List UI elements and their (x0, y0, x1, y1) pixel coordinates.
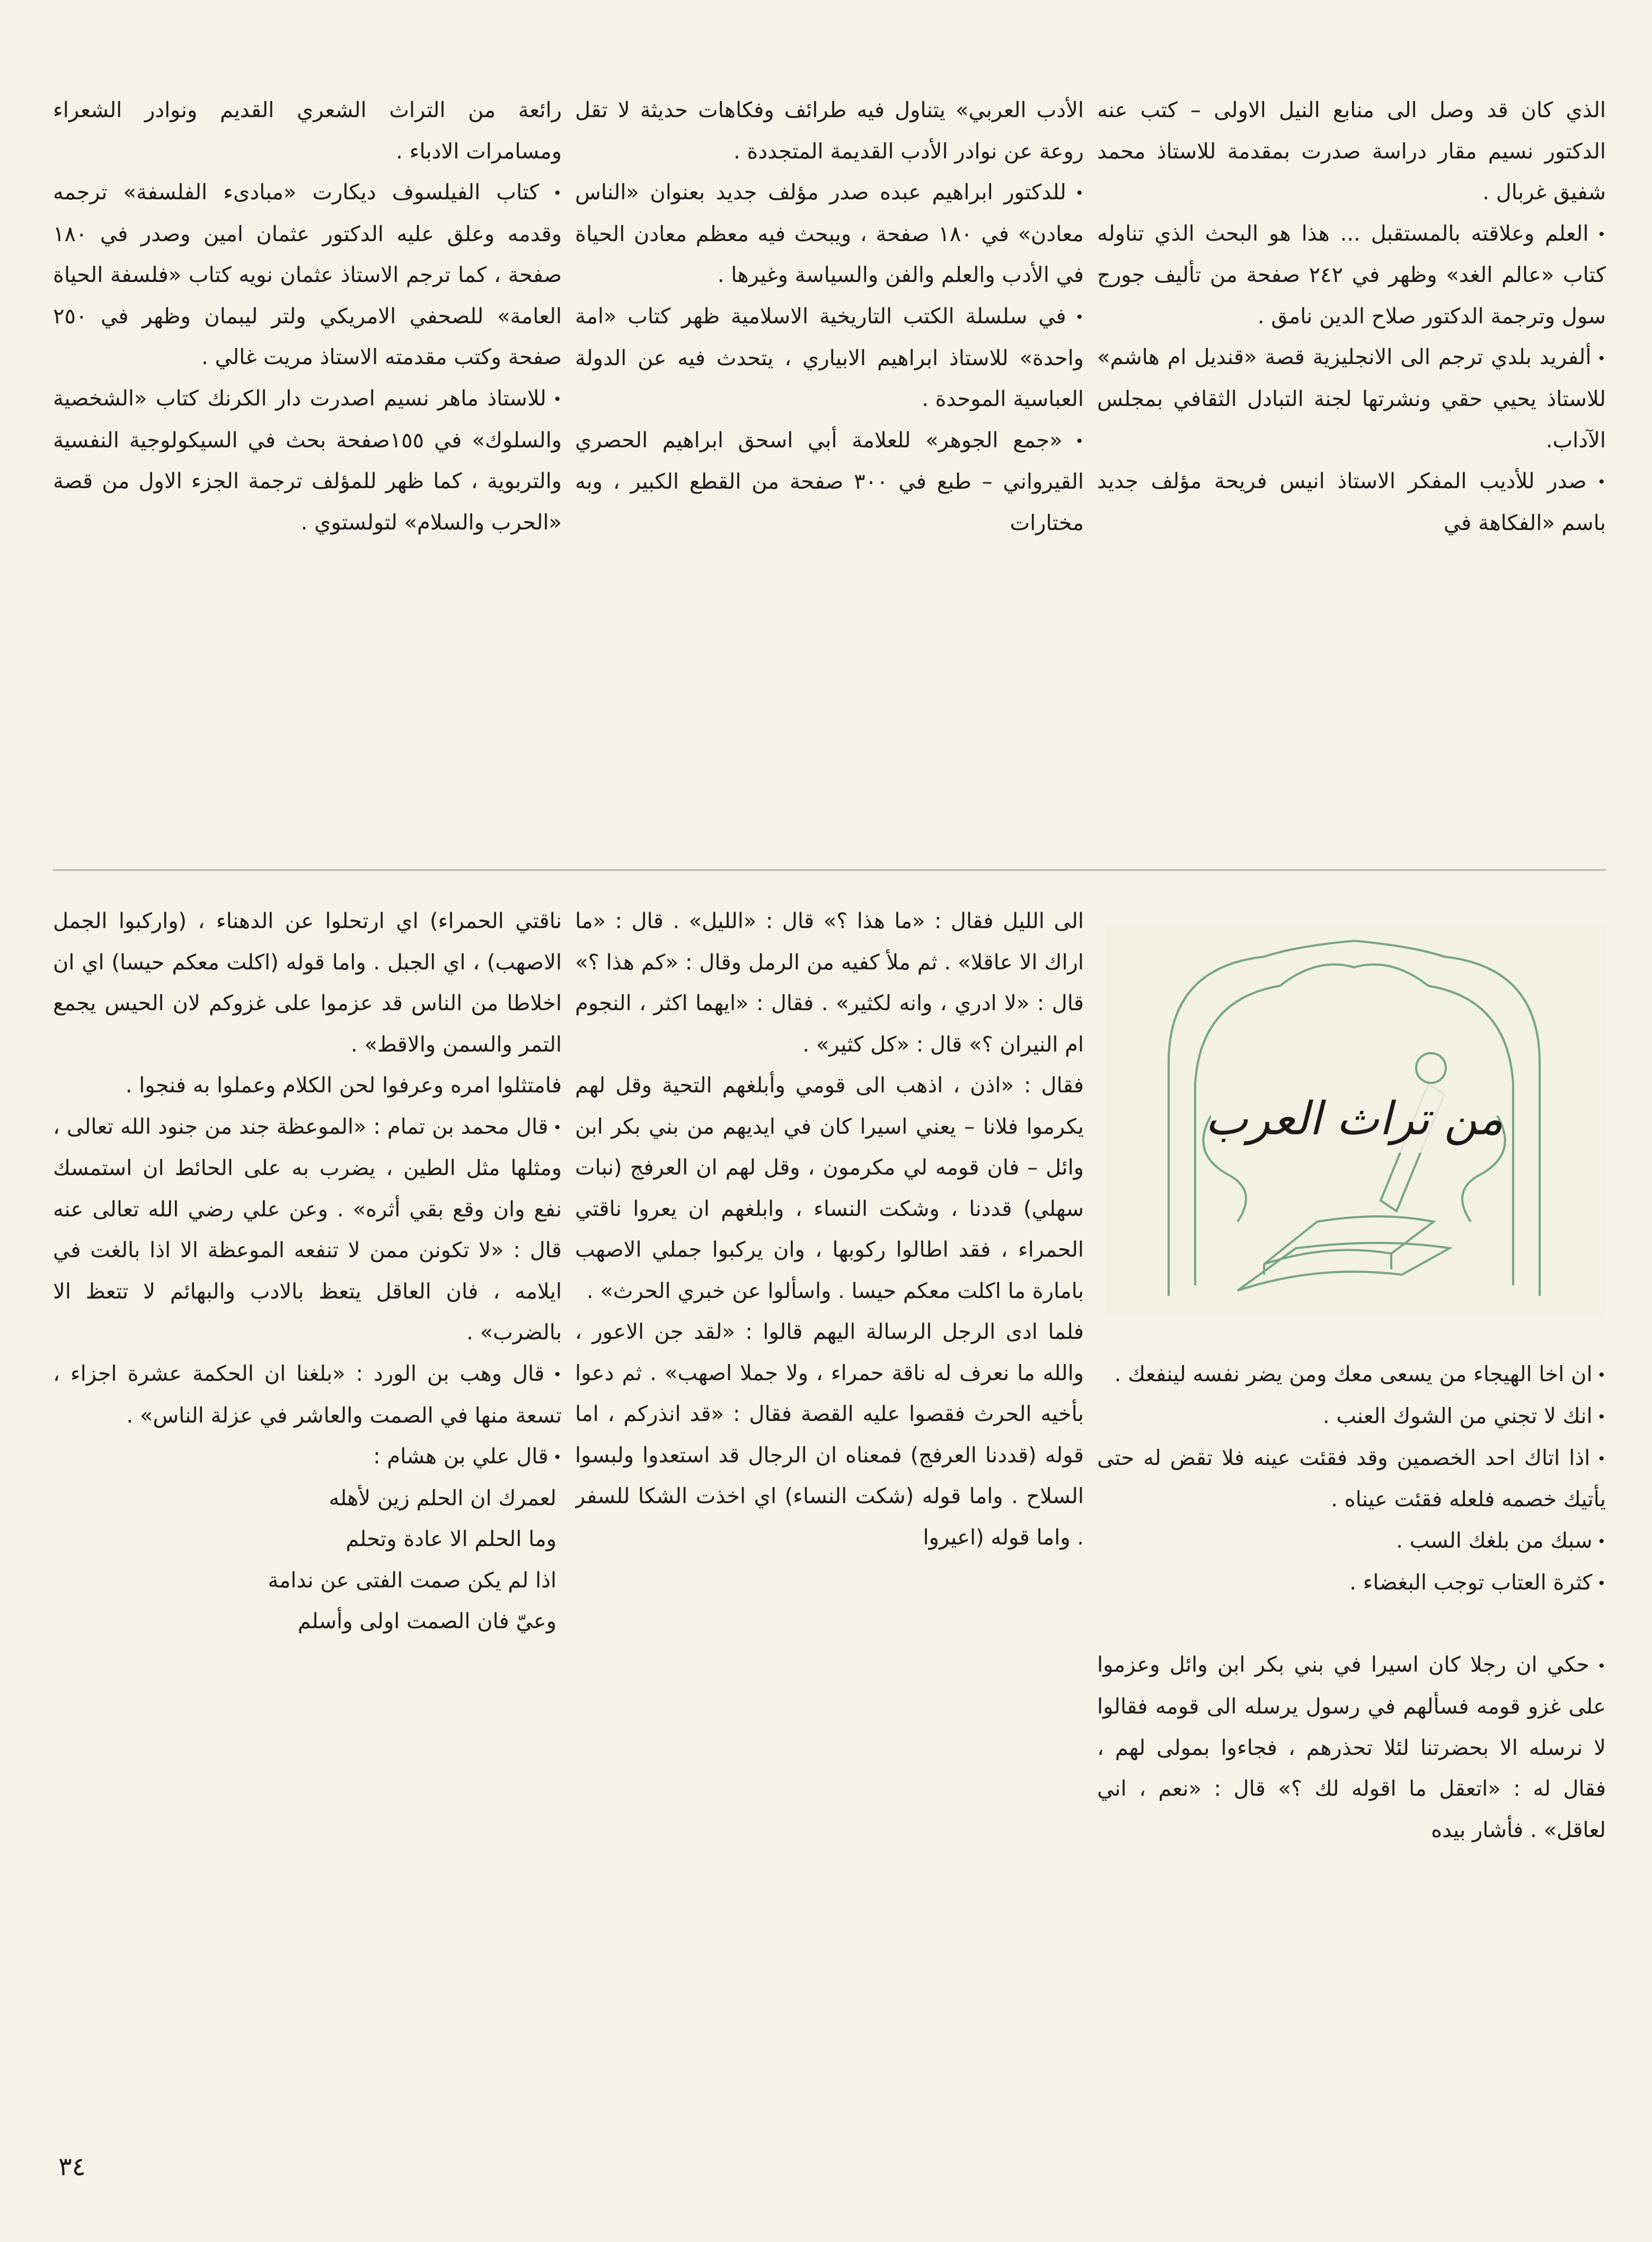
paragraph: • قال وهب بن الورد : «بلغنا ان الحكمة عشرة اجزاء ، تسعة منها في الصمت والعاشر في عزلة الناس» . (53, 1354, 562, 1436)
verse-line: اذا لم يكن صمت الفتى عن ندامة (268, 1568, 556, 1593)
paragraph: • كتاب الفيلسوف ديكارت «مبادىء الفلسفة» ترجمه وقدمه وعلق عليه الدكتور عثمان امين وصدر في ١٨٠ صفحة ، كما ترجم الاستاذ عثمان نويه كتاب «فلسفة الحياة العامة» للصحفي الامريكي ولتر ليبمان وظهر في ٢٥٠ صفحة وكتب مقدمته الاستاذ مريت غالي . (53, 172, 562, 378)
paragraph: الى الليل فقال : «ما هذا ؟» قال : «الليل» . قال : «ما اراك الا عاقلا» . ثم ملأ كفيه من الرمل وقال : «كم هذا ؟» قال : «لا ادري ، وانه لكثير» . فقال : «ايهما اكثر ، النجوم ام النيران ؟» قال : «كل كثير» . (575, 909, 1084, 1057)
paragraph: • اذا اتاك احد الخصمين وقد فقئت عينه فلا تقض له حتى يأتيك خصمه فلعله فقئت عيناه . (1097, 1438, 1606, 1521)
page-number: ٣٤ (58, 2152, 86, 2182)
paragraph: فلما ادى الرجل الرسالة اليهم قالوا : «لقد جن الاعور ، والله ما نعرف له ناقة حمراء ، ولا جملا اصهب» . ثم دعوا بأخيه الحرث فقصوا عليه القصة فقال : «قد انذركم ، اما قوله (قددنا العرفج) فمعناه ان الرجال قد استعدوا ولبسوا السلاح . واما قوله (شكت النساء) اي اخذت الشكا للسفر . واما قوله (اعيروا (575, 1320, 1084, 1550)
paragraph: ناقتي الحمراء) اي ارتحلوا عن الدهناء ، (واركبوا الجمل الاصهب) ، اي الجبل . واما قوله (اكلت معكم حيسا) اي ان اخلاطا من الناس قد عزموا على غزوكم لان الحيس يجمع التمر والسمن والاقط» . (53, 909, 562, 1057)
section-divider (53, 869, 1606, 871)
column-top-middle (575, 90, 1084, 822)
column-top-left (53, 90, 562, 822)
paragraph: • في سلسلة الكتب التاريخية الاسلامية ظهر كتاب «امة واحدة» للاستاذ ابراهيم الابياري ، يتحدث فيه عن الدولة العباسية الموحدة . (575, 296, 1084, 420)
paragraph: • ألفريد بلدي ترجم الى الانجليزية قصة «قنديل ام هاشم» للاستاذ يحيي حقي ونشرتها لجنة التبادل الثقافي بمجلس الآداب. (1097, 337, 1606, 461)
paragraph: • «جمع الجوهر» للعلامة أبي اسحق ابراهيم الحصري القيرواني – طبع في ٣٠٠ صفحة من القطع الكبير ، وبه مختارات (575, 420, 1084, 544)
paragraph: • العلم وعلاقته بالمستقبل ... هذا هو البحث الذي تناوله كتاب «عالم الغد» وظهر في ٢٤٢ صفحة من تأليف جورج سول وترجمة الدكتور صلاح الدين نامق . (1097, 214, 1606, 338)
paragraph: • حكي ان رجلا كان اسيرا في بني بكر ابن وائل وعزموا على غزو قومه فسألهم في رسول يرسله الى قومه فقالوا لا نرسله الا بحضرتنا لئلا تحذرهم ، فجاءوا بمولى لهم ، فقال له : «اتعقل ما اقوله لك ؟» قال : «نعم ، اني لعاقل» . فأشار بيده (1097, 1645, 1606, 1851)
verse-line: وما الحلم الا عادة وتحلم (346, 1527, 556, 1552)
paragraph: • صدر للأديب المفكر الاستاذ انيس فريحة مؤلف جديد باسم «الفكاهة في (1097, 461, 1606, 544)
paragraph: الذي كان قد وصل الى منابع النيل الاولى – كتب عنه الدكتور نسيم مقار دراسة صدرت بمقدمة للاستاذ محمد شفيق غربال . (1097, 98, 1606, 205)
column-bottom-right (1097, 1354, 1606, 2160)
paragraph: رائعة من التراث الشعري القديم ونوادر الشعراء ومسامرات الادباء . (53, 98, 562, 164)
verse-line: لعمرك ان الحلم زين لأهله (329, 1486, 556, 1511)
paragraph: • قال علي بن هشام : (53, 1436, 562, 1478)
paragraph: • قال محمد بن تمام : «الموعظة جند من جنود الله تعالى ، ومثلها مثل الطين ، يضرب به على الحائط ان استمسك نفع وان وقع بقي أثره» . وعن علي رضي الله تعالى عنه قال : «لا تكونن ممن لا تنفعه الموعظة الا اذا بالغت في ايلامه ، فان العاقل يتعظ بالادب والبهائم لا تتعظ الا بالضرب» . (53, 1107, 562, 1354)
paragraph: فامتثلوا امره وعرفوا لحن الكلام وعملوا به فنجوا . (125, 1073, 562, 1098)
paragraph: • انك لا تجني من الشوك العنب . (1097, 1396, 1606, 1438)
paragraph: • ان اخا الهيجاء من يسعى معك ومن يضر نفسه لينفعك . (1097, 1354, 1606, 1396)
section-title: من تراث العرب (1205, 1092, 1504, 1145)
paragraph-gap (1097, 1604, 1606, 1645)
paragraph: • للدكتور ابراهيم عبده صدر مؤلف جديد بعنوان «الناس معادن» في ١٨٠ صفحة ، ويبحث فيه معظم معادن الحياة في الأدب والعلم والفن والسياسة وغيرها . (575, 172, 1084, 296)
column-top-right (1097, 90, 1606, 822)
paragraph: • سبك من بلغك السب . (1097, 1521, 1606, 1563)
section-title-illustration (1105, 925, 1606, 1317)
paragraph: • كثرة العتاب توجب البغضاء . (1097, 1563, 1606, 1604)
paragraph: • للاستاذ ماهر نسيم اصدرت دار الكرنك كتاب «الشخصية والسلوك» في ١٥٥صفحة بحث في السيكولوجية النفسية والتربوية ، كما ظهر للمؤلف ترجمة الجزء الاول من قصة «الحرب والسلام» لتولستوي . (53, 378, 562, 543)
paragraph: الأدب العربي» يتناول فيه طرائف وفكاهات حديثة لا تقل روعة عن نوادر الأدب القديمة المتجددة . (575, 98, 1084, 164)
column-bottom-left (53, 901, 562, 2125)
verse-line: وعيّ فان الصمت اولى وأسلم (297, 1609, 556, 1634)
paragraph: فقال : «اذن ، اذهب الى قومي وأبلغهم التحية وقل لهم يكرموا فلانا – يعني اسيرا كان في ايديهم من بني بكر ابن وائل – فان قومه لي مكرمون ، وقل لهم ان العرفج (نبات سهلي) قددنا ، وشكت النساء ، وابلغهم ان يعروا ناقتي الحمراء ، فقد اطالوا ركوبها ، وان يركبوا جملي الاصهب بامارة ما اكلت معكم حيسا . واسألوا عن خبري الحرث» . (575, 1073, 1084, 1303)
column-bottom-middle (575, 901, 1084, 2162)
books-arch-illustration (1105, 925, 1606, 1317)
